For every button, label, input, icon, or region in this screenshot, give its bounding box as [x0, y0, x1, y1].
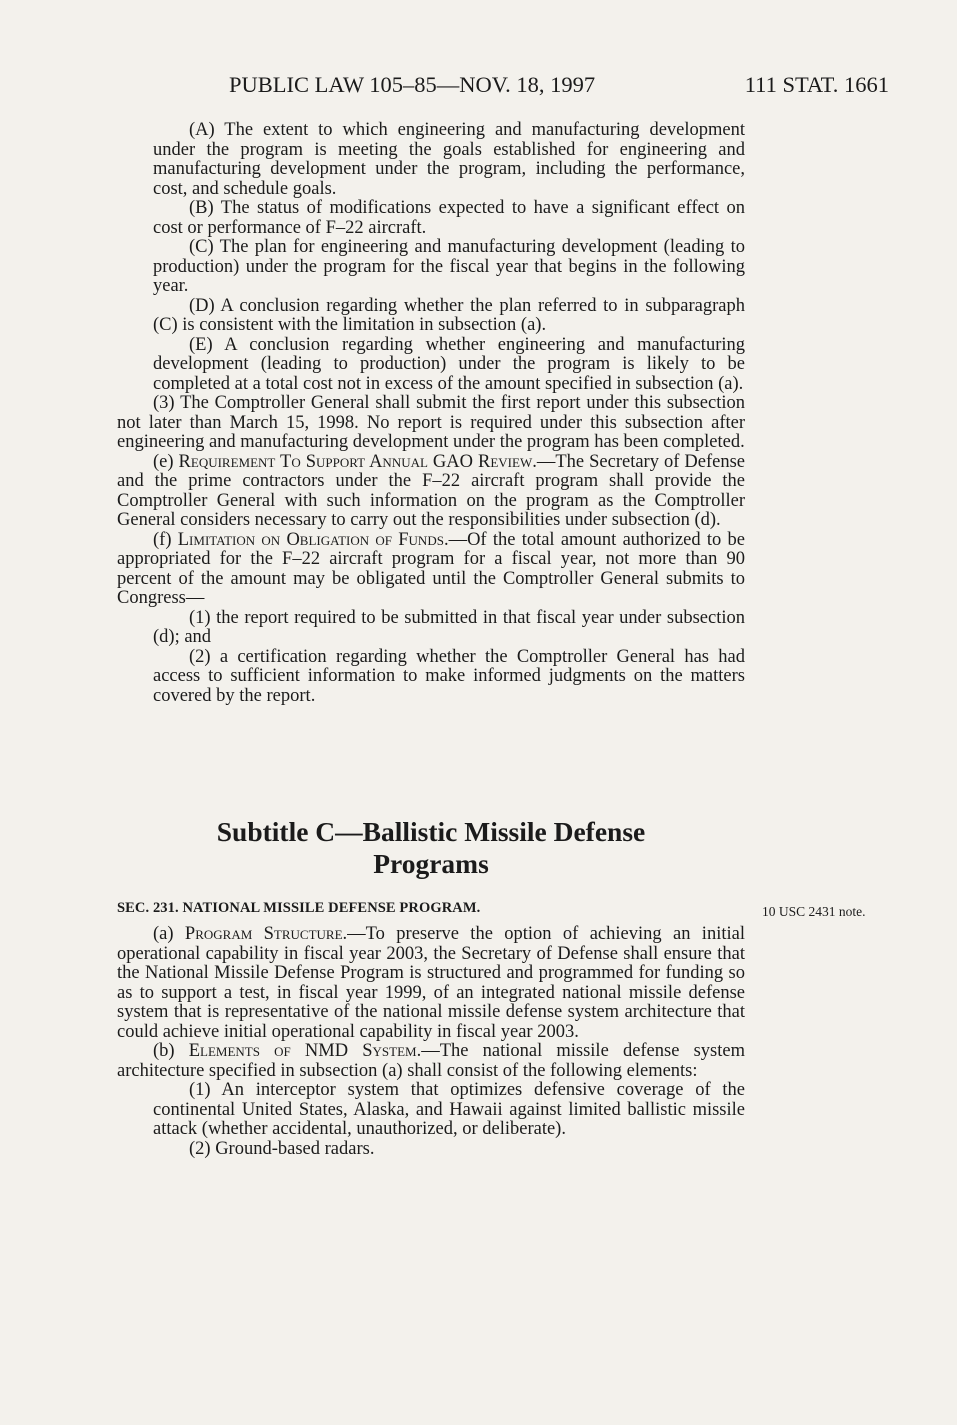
paragraph-b-item-2: (2) Ground-based radars. — [189, 1138, 375, 1159]
subtitle-heading — [117, 816, 745, 880]
paragraph-e — [117, 453, 745, 531]
paragraph-b-body: .—The national missile defense system architecture specified in subsection (a) shall consist of the following elements: — [117, 1041, 745, 1081]
paragraph-f-body: .—Of the total amount authorized to be appropriated for the F–22 aircraft program for a fiscal year, not more than 90 percent of the amount may be obligated until the Comptroller General submits to Congress— — [117, 529, 745, 608]
paragraph-D: (D) A conclusion regarding whether the plan referred to in subparagraph (C) is consistent with the limitation in subsection (a). — [153, 295, 745, 335]
paragraph-f-lead: (f) — [153, 529, 178, 550]
paragraph-e-heading: Requirement To Support Annual GAO Review — [178, 451, 533, 472]
body-upper — [117, 121, 745, 706]
paragraph-f-item-1: (1) the report required to be submitted in that fiscal year under subsection (d); and — [153, 607, 745, 647]
paragraph-a-body: .—To preserve the option of achieving an initial operational capability in fiscal year 2003, the Secretary of Defense shall ensure that the National Missile Defense Program is structured and programmed for funding so as to support a test, in fiscal year 1999, of an integrated national missile defense system that is representative of the national missile defense system architecture that could achieve initial operational capability in fiscal year 2003. — [117, 924, 745, 1042]
paragraph-C: (C) The plan for engineering and manufacturing development (leading to production) under the program for the fiscal year that begins in the following year. — [153, 237, 745, 296]
paragraph-f-heading: Limitation on Obligation of Funds — [177, 529, 444, 550]
paragraph-f — [117, 531, 745, 609]
subtitle-line-2: Programs — [373, 848, 489, 879]
paragraph-3: (3) The Comptroller General shall submit the first report under this subsection not later than March 15, 1998. No report is required under this subsection after engineering and manufacturing development under the program has been completed. — [117, 393, 745, 452]
header-stat-page: 111 STAT. 1661 — [744, 72, 889, 97]
paragraph-e-body: .—The Secretary of Defense and the prime contractors under the F–22 aircraft program shall provide the Comptroller General with such information on the program as the Comptroller General considers necessary to carry out the responsibilities under subsection (d). — [117, 451, 745, 530]
paragraph-b-item-1: (1) An interceptor system that optimizes defensive coverage of the continental United States, Alaska, and Hawaii against limited ballistic missile attack (whether accidental, unauthorized, or deliberate). — [153, 1080, 745, 1139]
paragraph-a-heading: Program Structure — [184, 924, 343, 944]
paragraph-e-lead: (e) — [153, 451, 179, 472]
paragraph-B: (B) The status of modifications expected to have a significant effect on cost or performance of F–22 aircraft. — [153, 198, 745, 238]
margin-note: 10 USC 2431 note. — [762, 904, 866, 919]
paragraph-a-lead: (a) — [153, 924, 185, 944]
body-lower — [117, 925, 745, 1159]
paragraph-A: (A) The extent to which engineering and manufacturing development under the program is meeting the goals established for engineering and manufacturing development under the program, including the performance, cost, and schedule goals. — [153, 120, 745, 199]
subtitle-line-1: Subtitle C—Ballistic Missile Defense — [216, 816, 646, 847]
paragraph-b-heading: Elements of NMD System — [188, 1041, 417, 1061]
paragraph-b — [117, 1042, 745, 1081]
paragraph-E: (E) A conclusion regarding whether engineering and manufacturing development (leading to production) under the program is likely to be completed at a total cost not in excess of the amount specified in subsection (a). — [153, 334, 745, 394]
paragraph-a — [117, 925, 745, 1042]
paragraph-b-lead: (b) — [153, 1041, 189, 1061]
paragraph-f-item-2: (2) a certification regarding whether the Comptroller General has had access to sufficient information to make informed judgments on the matters covered by the report. — [153, 646, 745, 706]
header-citation: PUBLIC LAW 105–85—NOV. 18, 1997 — [229, 72, 596, 97]
section-title: SEC. 231. NATIONAL MISSILE DEFENSE PROGRAM. — [117, 900, 481, 916]
